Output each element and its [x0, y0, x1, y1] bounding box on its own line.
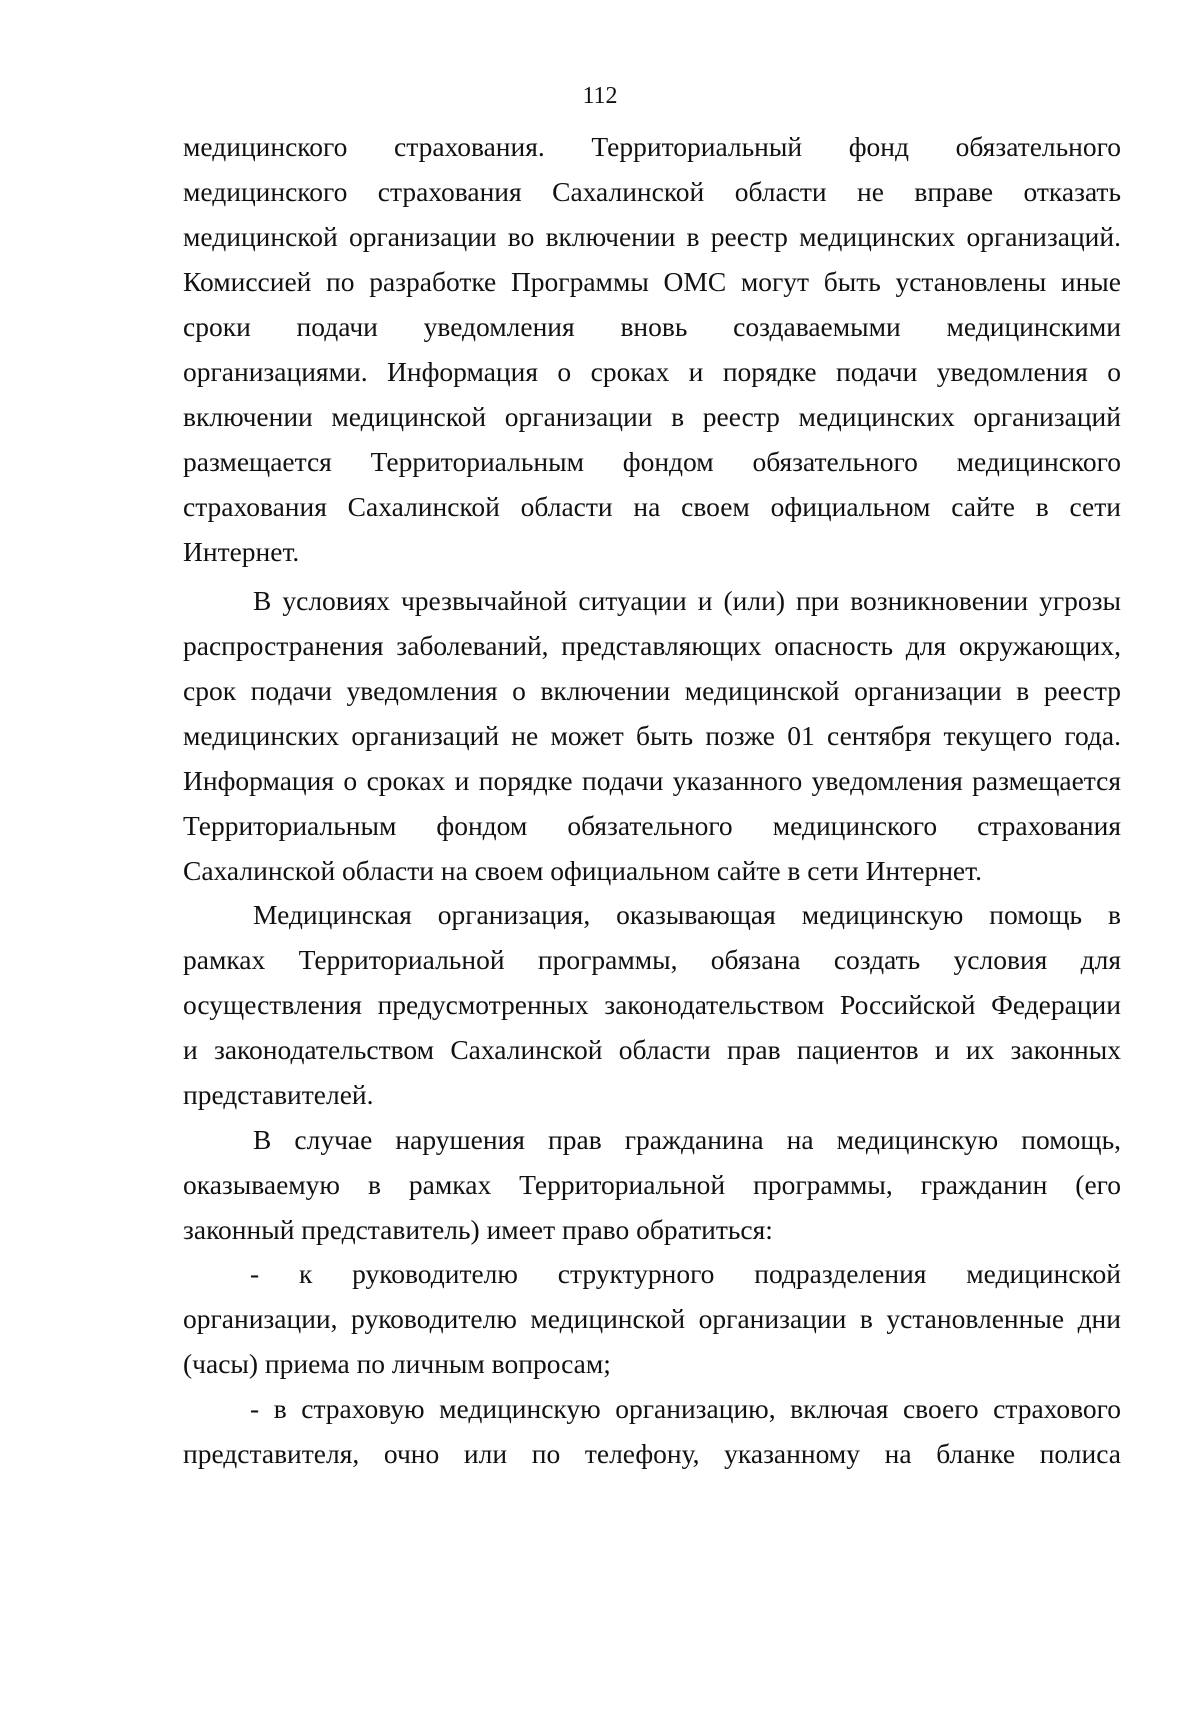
text-line: срок подачи уведомления о включении медицинской организации в реестр: [183, 675, 1121, 706]
text-line: представителей.: [183, 1079, 374, 1110]
paragraph-first-line: В случае нарушения прав гражданина на медицинскую помощь,: [253, 1124, 1121, 1155]
text-line: рамках Территориальной программы, обязана создать условия для: [183, 944, 1121, 975]
text-line: представителя, очно или по телефону, указанному на бланке полиса: [183, 1438, 1121, 1469]
text-line: Комиссией по разработке Программы ОМС могут быть установлены иные: [183, 266, 1121, 297]
text-line: распространения заболеваний, представляющих опасность для окружающих,: [183, 630, 1121, 661]
text-line: Территориальным фондом обязательного медицинского страхования: [183, 810, 1121, 841]
text-line: включении медицинской организации в реестр медицинских организаций: [183, 401, 1121, 432]
list-item-first-line: - к руководителю структурного подразделения медицинской: [250, 1258, 1121, 1289]
text-line: страхования Сахалинской области на своем официальном сайте в сети: [183, 491, 1121, 522]
paragraph-first-line: Медицинская организация, оказывающая медицинскую помощь в: [253, 899, 1121, 930]
page-number: 112: [582, 83, 618, 109]
text-line: медицинской организации во включении в реестр медицинских организаций.: [183, 221, 1121, 252]
text-line: организации, руководителю медицинской организации в установленные дни: [183, 1303, 1121, 1334]
list-item-first-line: - в страховую медицинскую организацию, включая своего страхового: [250, 1393, 1121, 1424]
text-line: размещается Территориальным фондом обязательного медицинского: [183, 446, 1121, 477]
text-line: медицинского страхования Сахалинской области не вправе отказать: [183, 176, 1121, 207]
text-line: (часы) приема по личным вопросам;: [183, 1348, 611, 1379]
text-line: законный представитель) имеет право обратиться:: [183, 1214, 773, 1245]
text-line: и законодательством Сахалинской области прав пациентов и их законных: [183, 1034, 1121, 1065]
text-line: сроки подачи уведомления вновь создаваемыми медицинскими: [183, 311, 1121, 342]
text-line: Информация о сроках и порядке подачи указанного уведомления размещается: [183, 765, 1121, 796]
paragraph-first-line: В условиях чрезвычайной ситуации и (или) при возникновении угрозы: [253, 585, 1121, 616]
text-line: организациями. Информация о сроках и порядке подачи уведомления о: [183, 356, 1121, 387]
text-line: медицинских организаций не может быть позже 01 сентября текущего года.: [183, 720, 1121, 751]
text-line: Интернет.: [183, 536, 300, 567]
text-line: оказываемую в рамках Территориальной программы, гражданин (его: [183, 1169, 1121, 1200]
text-line: Сахалинской области на своем официальном сайте в сети Интернет.: [183, 855, 982, 886]
text-line: медицинского страхования. Территориальный фонд обязательного: [183, 131, 1121, 162]
text-line: осуществления предусмотренных законодательством Российской Федерации: [183, 989, 1121, 1020]
